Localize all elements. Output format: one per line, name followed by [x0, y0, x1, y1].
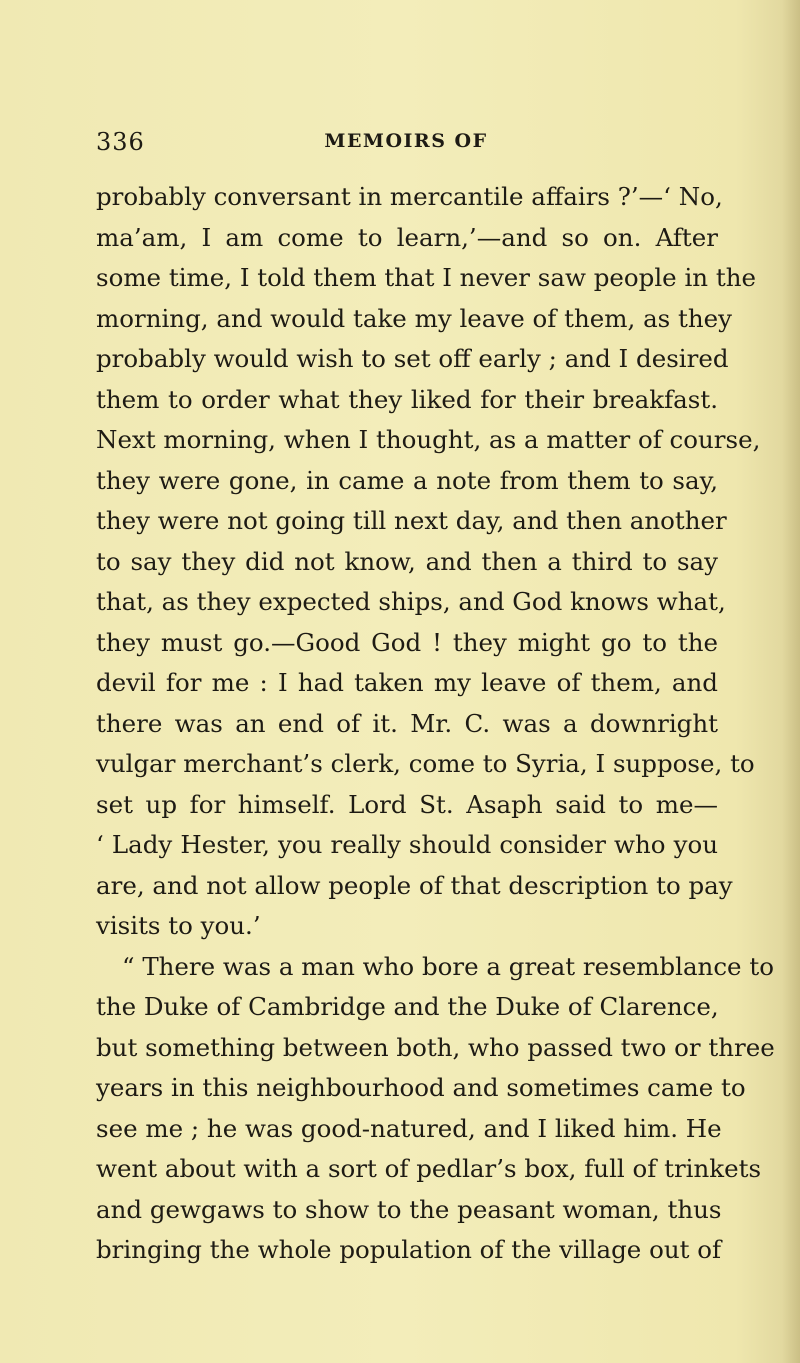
text-line: devil for me : I had taken my leave of them, and — [96, 668, 718, 697]
text-line: ma’am, I am come to learn,’—and so on. After — [96, 222, 718, 252]
text-line: and gewgaws to show to the peasant woman, thus — [96, 1194, 722, 1224]
text-line: bringing the whole population of the village out of — [96, 1235, 722, 1264]
text-line: they were gone, in came a note from them to say, — [96, 465, 718, 495]
text-line: the Duke of Cambridge and the Duke of Clarence, — [96, 992, 719, 1021]
text-line: morning, and would take my leave of them, as they — [96, 303, 732, 333]
text-line: “ There was a man who bore a great resemblance to — [122, 951, 774, 981]
text-line: but something between both, who passed two or three — [96, 1032, 775, 1062]
text-line: vulgar merchant’s clerk, come to Syria, I suppose, to — [96, 749, 755, 778]
text-line: they were not going till next day, and then another — [96, 506, 727, 535]
page-number: 336 — [96, 128, 145, 156]
text-line: probably conversant in mercantile affairs ?’—‘ No, — [96, 182, 723, 211]
page-edge-shadow — [782, 0, 800, 1363]
text-line: visits to you.’ — [96, 911, 261, 940]
text-line: they must go.—Good God ! they might go to the — [96, 627, 718, 657]
text-line: are, and not allow people of that description to pay — [96, 870, 733, 900]
text-line: to say they did not know, and then a third to say — [96, 546, 718, 576]
text-line: ‘ Lady Hester, you really should consider who you — [96, 830, 718, 859]
text-line: went about with a sort of pedlar’s box, full of trinkets — [96, 1154, 762, 1183]
running-head: MEMOIRS OF — [324, 130, 488, 152]
text-line: probably would wish to set off early ; and I desired — [96, 344, 729, 373]
text-line: some time, I told them that I never saw people in the — [96, 263, 756, 292]
text-line: there was an end of it. Mr. C. was a downright — [96, 708, 718, 738]
text-line: that, as they expected ships, and God knows what, — [96, 587, 726, 616]
text-line: them to order what they liked for their breakfast. — [96, 384, 718, 414]
text-line: Next morning, when I thought, as a matter of course, — [96, 425, 761, 454]
text-line: years in this neighbourhood and sometimes came to — [96, 1073, 746, 1102]
text-line: see me ; he was good-natured, and I liked him. He — [96, 1113, 722, 1143]
body-text — [96, 177, 775, 1271]
page-header — [96, 128, 716, 168]
text-line: set up for himself. Lord St. Asaph said to me— — [96, 789, 718, 819]
